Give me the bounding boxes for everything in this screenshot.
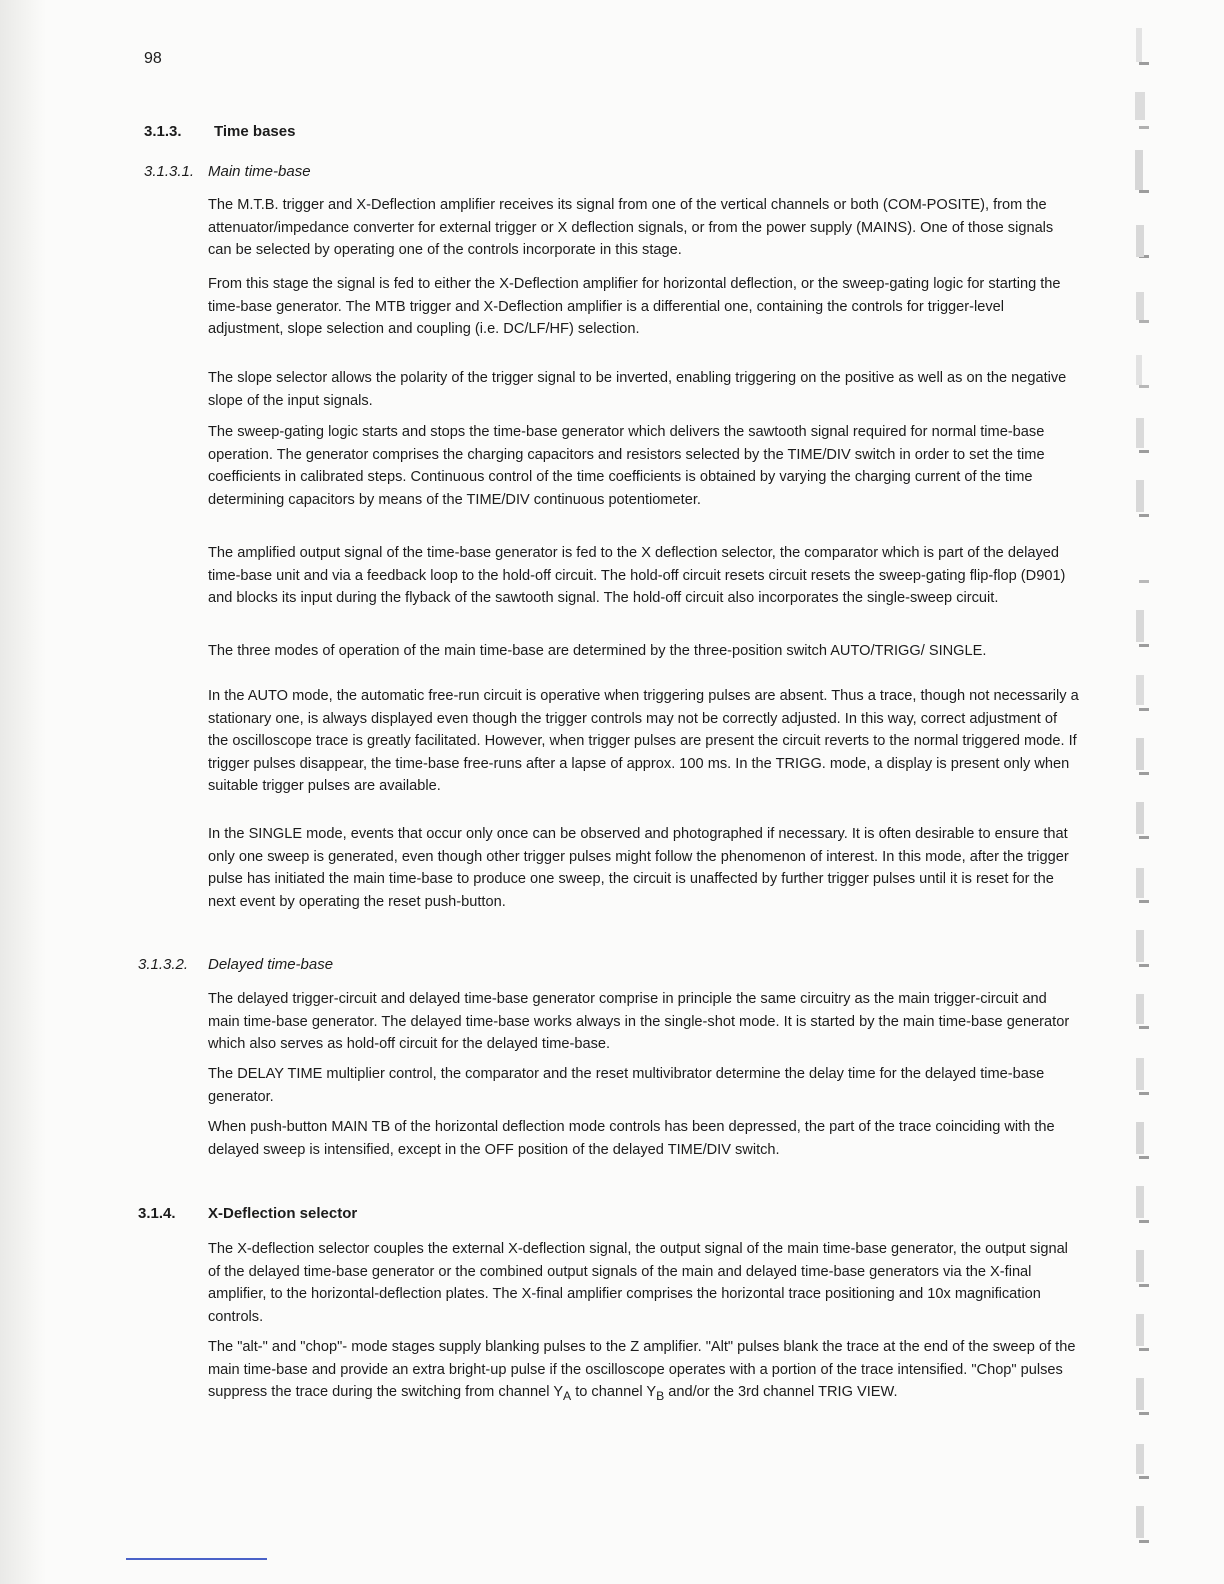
margin-tick	[1139, 385, 1149, 388]
paragraph: In the AUTO mode, the automatic free-run circuit is operative when triggering pulses are absent. Thus a trace, though not necessarily a stationary one, is always displayed even though the trigger controls may not be correctly adjusted. In this way, correct adjustment of the oscilloscope trace is greatly facilitated. However, when trigger pulses are present the circuit reverts to the normal triggered mode. If trigger pulses disappear, the time-base free-runs after a lapse of approx. 100 ms. In the TRIGG. mode, a display is present only when suitable trigger pulses are available.	[208, 688, 1079, 795]
paragraph: The slope selector allows the polarity of the trigger signal to be inverted, enabling triggering on the positive as well as on the negative slope of the input signals.	[208, 370, 1067, 409]
margin-tick	[1139, 836, 1149, 839]
paragraph: When push-button MAIN TB of the horizontal deflection mode controls has been depressed, the part of the trace coinciding with the delayed sweep is intensified, except in the OFF position of the delayed TIME/DIV switch.	[208, 1119, 1055, 1158]
symbol-yb	[646, 1384, 665, 1404]
section-number: 3.1.3.1.	[144, 163, 195, 180]
margin-blot	[1136, 1058, 1144, 1090]
margin-tick	[1139, 772, 1149, 775]
margin-tick	[1139, 190, 1149, 193]
margin-blot	[1136, 868, 1144, 898]
margin-tick	[1139, 580, 1149, 583]
margin-blot	[1136, 1250, 1144, 1282]
margin-tick	[1139, 1476, 1149, 1479]
paragraph-text: to channel	[571, 1384, 647, 1401]
paragraph: The DELAY TIME multiplier control, the comparator and the reset multivibrator determine the delay time for the delayed time-base generator.	[208, 1066, 1045, 1105]
margin-blot	[1136, 1378, 1144, 1410]
paragraph: From this stage the signal is fed to either the X-Deflection amplifier for horizontal deflection, or the sweep-gating logic for starting the time-base generator. The MTB trigger and X-Deflection amplifier is a differential one, containing the controls for trigger-level adjustment, slope selection and coupling (i.e. DC/LF/HF) selection.	[208, 276, 1061, 338]
margin-tick	[1139, 1412, 1149, 1415]
margin-blot	[1136, 225, 1144, 257]
margin-tick	[1139, 514, 1149, 517]
symbol-subscript: A	[563, 1389, 572, 1404]
margin-blot	[1136, 1186, 1144, 1218]
margin-blot	[1136, 28, 1142, 62]
margin-tick	[1139, 1026, 1149, 1029]
margin-blot	[1136, 738, 1144, 770]
margin-tick	[1139, 126, 1149, 129]
margin-blot	[1136, 1122, 1144, 1154]
symbol-ya	[553, 1384, 572, 1404]
margin-blot	[1136, 1506, 1144, 1538]
margin-tick	[1139, 1092, 1149, 1095]
section-number: 3.1.4.	[138, 1205, 176, 1222]
symbol-base: Y	[646, 1384, 657, 1401]
symbol-subscript: B	[656, 1389, 665, 1404]
margin-blot	[1136, 418, 1144, 448]
margin-tick	[1139, 1220, 1149, 1223]
paragraph: The sweep-gating logic starts and stops the time-base generator which delivers the sawtooth signal required for normal time-base operation. The generator comprises the charging capacitors and resistors selected by the TIME/DIV switch in order to set the time coefficients in calibrated steps. Continuous control of the time coefficients is obtained by varying the charging current of the time determining capacitors by means of the TIME/DIV continuous potentiometer.	[208, 424, 1045, 508]
margin-tick	[1139, 1540, 1149, 1543]
margin-blot	[1136, 610, 1144, 642]
margin-tick	[1139, 450, 1149, 453]
section-number: 3.1.3.	[144, 123, 182, 140]
margin-tick	[1139, 320, 1149, 323]
paragraph: The X-deflection selector couples the external X-deflection signal, the output signal of the main time-base generator, the output signal of the delayed time-base generator or the combined output signals of the main and delayed time-base generators via the X-final amplifier, to the horizontal-deflection plates. The X-final amplifier comprises the horizontal trace positioning and 10x magnification controls.	[208, 1241, 1068, 1325]
scan-margin-marks	[1128, 0, 1224, 1584]
margin-blot	[1136, 994, 1144, 1024]
margin-blot	[1136, 1314, 1144, 1346]
margin-tick	[1139, 964, 1149, 967]
footer-rule	[126, 1558, 267, 1560]
margin-tick	[1139, 644, 1149, 647]
section-title: Main time-base	[208, 163, 311, 180]
section-title: Delayed time-base	[208, 956, 334, 973]
margin-tick	[1139, 900, 1149, 903]
section-number: 3.1.3.2.	[138, 956, 189, 973]
margin-tick	[1139, 1348, 1149, 1351]
margin-blot	[1135, 92, 1145, 120]
margin-blot	[1135, 150, 1143, 190]
margin-blot	[1136, 292, 1144, 320]
paragraph: The delayed trigger-circuit and delayed time-base generator comprise in principle the same circuitry as the main trigger-circuit and main time-base generator. The delayed time-base works always in the single-shot mode. It is started by the main time-base generator which also serves as hold-off circuit for the delayed time-base.	[208, 991, 1070, 1053]
margin-tick	[1139, 708, 1149, 711]
section-title: X-Deflection selector	[208, 1205, 358, 1222]
margin-tick	[1139, 1156, 1149, 1159]
margin-blot	[1136, 355, 1142, 385]
symbol-base: Y	[553, 1384, 564, 1401]
margin-blot	[1136, 480, 1144, 512]
margin-blot	[1136, 675, 1144, 705]
margin-blot	[1136, 930, 1144, 962]
paragraph-text: and/or the 3rd channel TRIG VIEW.	[664, 1384, 898, 1401]
page-number: 98	[144, 50, 162, 67]
paragraph: The amplified output signal of the time-base generator is fed to the X deflection selector, the comparator which is part of the delayed time-base unit and via a feedback loop to the hold-off circuit. The hold-off circuit resets circuit resets the sweep-gating flip-flop (D901) and blocks its input during the flyback of the sawtooth signal. The hold-off circuit also incorporates the single-sweep circuit.	[208, 545, 1066, 607]
paragraph: The M.T.B. trigger and X-Deflection amplifier receives its signal from one of the vertical channels or both (COM-POSITE), from the attenuator/impedance converter for external trigger or X deflection signals, or from the power supply (MAINS). One of those signals can be selected by operating one of the controls incorporate in this stage.	[208, 197, 1054, 259]
paragraph: The three modes of operation of the main time-base are determined by the three-position switch AUTO/TRIGG/ SINGLE.	[208, 643, 987, 659]
paragraph-text: The "alt-" and "chop"- mode stages supply blanking pulses to the Z amplifier. "Alt" pulses blank the trace at the end of the sweep of the main time-base and provide an extra bright-up pulse if the oscilloscope operates with a portion of the trace intensified. "Chop" pulses suppress the trace during the switching from channel	[208, 1339, 1076, 1401]
margin-tick	[1139, 62, 1149, 65]
section-title: Time bases	[214, 123, 296, 140]
paragraph: In the SINGLE mode, events that occur only once can be observed and photographed if necessary. It is often desirable to ensure that only one sweep is generated, even though other trigger pulses might follow the phenomenon of interest. In this mode, after the trigger pulse has initiated the main time-base to produce one sweep, the circuit is unaffected by further trigger pulses until it is reset for the next event by operating the reset push-button.	[208, 826, 1069, 910]
margin-blot	[1136, 1444, 1144, 1474]
margin-tick	[1139, 1284, 1149, 1287]
page-edge-shadow	[0, 0, 46, 1584]
margin-blot	[1136, 802, 1144, 834]
paragraph-last	[208, 1336, 1080, 1408]
